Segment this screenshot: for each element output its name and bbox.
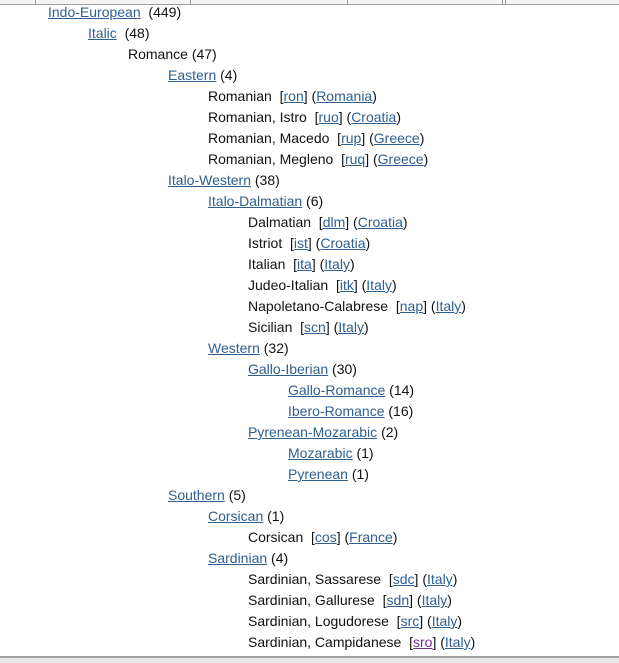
language-code-link[interactable]: nap: [399, 298, 424, 314]
country-link[interactable]: Romania: [316, 88, 373, 104]
family-link[interactable]: Corsican: [208, 508, 264, 524]
language-name: Corsican: [248, 529, 304, 545]
language-row: Judeo-Italian [itk] (Italy): [248, 277, 397, 293]
family-link[interactable]: Italo-Dalmatian: [208, 193, 303, 209]
language-code-link[interactable]: cos: [314, 529, 337, 545]
family-row: [0, 23, 619, 44]
country-link[interactable]: Italy: [338, 319, 364, 335]
language-name: Romanian, Megleno: [208, 151, 334, 167]
family-name: Romance: [128, 46, 188, 62]
family-row: [0, 422, 619, 443]
family-count: (30): [332, 361, 357, 377]
country-link[interactable]: Croatia: [320, 235, 366, 251]
family-link[interactable]: Pyrenean-Mozarabic: [248, 424, 378, 440]
language-code-link[interactable]: ruq: [344, 151, 366, 167]
language-name: Sardinian, Campidanese: [248, 634, 402, 650]
language-row: Italian [ita] (Italy): [248, 256, 355, 272]
family-row: [0, 464, 619, 485]
country-link[interactable]: Italy: [435, 298, 462, 314]
family-link[interactable]: Southern: [168, 487, 225, 503]
country-link[interactable]: Greece: [373, 130, 420, 146]
family-link[interactable]: Sardinian: [208, 550, 268, 566]
family-link[interactable]: Gallo-Romance: [288, 382, 386, 398]
language-code-link[interactable]: ruo: [318, 109, 339, 125]
language-name: Sicilian: [248, 319, 293, 335]
family-count: (6): [306, 193, 324, 209]
country-link[interactable]: Italy: [427, 571, 453, 587]
family-row: [0, 359, 619, 380]
language-row: Romanian, Megleno [ruq] (Greece): [208, 151, 429, 167]
language-name: Napoletano-Calabrese: [248, 298, 389, 314]
family-row: [0, 65, 619, 86]
country-link[interactable]: Italy: [324, 256, 350, 272]
family-link[interactable]: Ibero-Romance: [288, 403, 385, 419]
language-code-link[interactable]: scn: [304, 319, 326, 335]
country-link[interactable]: France: [349, 529, 393, 545]
language-name: Romanian, Macedo: [208, 130, 330, 146]
country-link[interactable]: Italy: [366, 277, 392, 293]
language-name: Sardinian, Sassarese: [248, 571, 382, 587]
country-link[interactable]: Italy: [444, 634, 471, 650]
family-link[interactable]: Western: [208, 340, 260, 356]
country-link[interactable]: Croatia: [351, 109, 397, 125]
language-name: Istriot: [248, 235, 283, 251]
family-count: (1): [356, 445, 374, 461]
family-count: (4): [271, 550, 289, 566]
family-count: (2): [381, 424, 399, 440]
language-name: Romanian, Istro: [208, 109, 307, 125]
family-row: [0, 2, 619, 23]
language-name: Dalmatian: [248, 214, 312, 230]
family-row: [0, 338, 619, 359]
country-link[interactable]: Italy: [421, 592, 448, 608]
family-link[interactable]: Pyrenean: [288, 466, 348, 482]
language-code-link[interactable]: rup: [341, 130, 362, 146]
language-code-link[interactable]: src: [400, 613, 420, 629]
language-code-link[interactable]: sdc: [392, 571, 415, 587]
language-row: Sardinian, Logudorese [src] (Italy): [248, 613, 463, 629]
family-count: (449): [148, 4, 182, 20]
language-name: Romanian: [208, 88, 272, 104]
family-count: (1): [351, 466, 369, 482]
country-link[interactable]: Greece: [377, 151, 424, 167]
family-link[interactable]: Indo-European: [48, 4, 141, 20]
language-row: Istriot [ist] (Croatia): [248, 235, 371, 251]
language-code-link[interactable]: sro: [413, 634, 433, 650]
language-code-link[interactable]: ita: [297, 256, 312, 272]
language-code-link[interactable]: dlm: [322, 214, 346, 230]
family-count: (14): [389, 382, 415, 398]
language-code-link[interactable]: ron: [283, 88, 304, 104]
family-link[interactable]: Italic: [88, 25, 117, 41]
family-count: (47): [191, 46, 217, 62]
family-count: (48): [124, 25, 150, 41]
language-code-link[interactable]: itk: [339, 277, 354, 293]
language-name: Judeo-Italian: [248, 277, 329, 293]
family-row: [0, 170, 619, 191]
bottom-frame-edge: [0, 656, 619, 663]
family-count: (5): [228, 487, 246, 503]
language-row: Sardinian, Sassarese [sdc] (Italy): [248, 571, 458, 587]
family-count: (32): [263, 340, 289, 356]
language-row: Romanian [ron] (Romania): [208, 88, 377, 104]
language-row: Sicilian [scn] (Italy): [248, 319, 369, 335]
family-link[interactable]: Eastern: [168, 67, 217, 83]
family-link[interactable]: Gallo-Iberian: [248, 361, 329, 377]
language-row: Romanian, Istro [ruo] (Croatia): [208, 109, 401, 125]
country-link[interactable]: Croatia: [357, 214, 403, 230]
family-link[interactable]: Mozarabic: [288, 445, 353, 461]
language-family-tree: [0, 2, 619, 653]
family-row: [0, 401, 619, 422]
family-count: (38): [254, 172, 280, 188]
language-code-link[interactable]: sdn: [386, 592, 410, 608]
family-count: (4): [220, 67, 238, 83]
language-row: Napoletano-Calabrese [nap] (Italy): [248, 298, 466, 314]
family-row: [0, 380, 619, 401]
language-name: Sardinian, Gallurese: [248, 592, 375, 608]
language-name: Italian: [248, 256, 286, 272]
family-row: [0, 191, 619, 212]
language-row: Dalmatian [dlm] (Croatia): [248, 214, 408, 230]
family-link[interactable]: Italo-Western: [168, 172, 251, 188]
language-row: Sardinian, Gallurese [sdn] (Italy): [248, 592, 452, 608]
language-row: Corsican [cos] (France): [248, 529, 398, 545]
family-row: [0, 443, 619, 464]
language-name: Sardinian, Logudorese: [248, 613, 389, 629]
family-count: (1): [267, 508, 285, 524]
country-link[interactable]: Italy: [431, 613, 458, 629]
family-row: [0, 485, 619, 506]
family-row: [0, 44, 619, 65]
family-row: [0, 506, 619, 527]
language-row: Romanian, Macedo [rup] (Greece): [208, 130, 425, 146]
language-code-link[interactable]: ist: [293, 235, 308, 251]
family-count: (16): [388, 403, 414, 419]
family-row: [0, 548, 619, 569]
language-row: Sardinian, Campidanese [sro] (Italy): [248, 634, 476, 650]
